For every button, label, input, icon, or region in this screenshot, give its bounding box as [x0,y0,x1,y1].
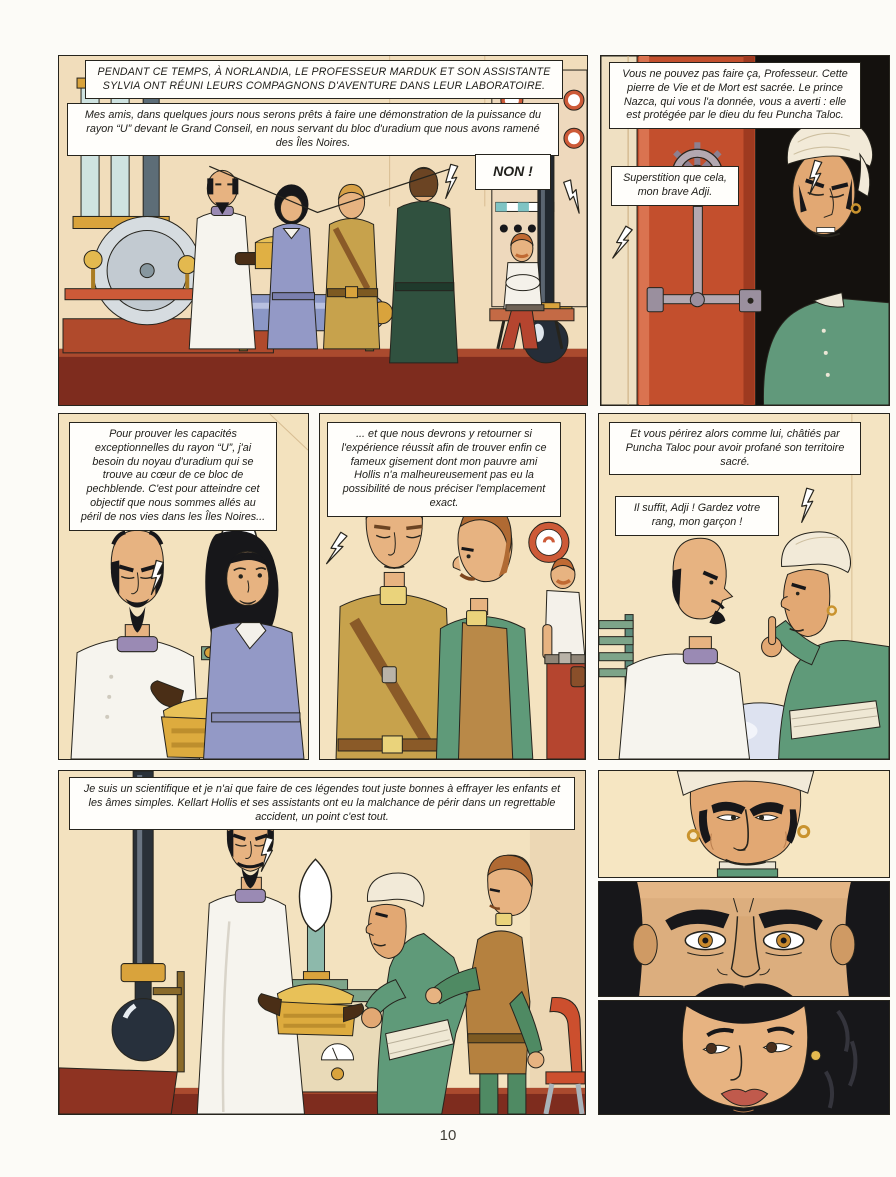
panel-marduk-sylvia [58,413,309,760]
closeup-marduk-art [599,882,889,996]
panel-adji-safe [600,55,890,406]
pointing-finger [769,617,776,645]
panel-confrontation [598,413,890,760]
speech-bubble: Et vous périrez alors comme lui, châtiés par Puncha Taloc pour avoir profané son territoire sacré. [609,422,861,475]
speech-bubble: Je suis un scientifique et je n'ai que faire de ces légendes tout juste bonnes à effrayer les enfants et les âmes simples. Kellart Hollis et ses assistants ont eu la malchance de périr dans un regrettable accident, un point c'est tout. [69,777,575,830]
speech-bubble: Pour prouver les capacités exceptionnelles du rayon “U”, j'ai besoin du noyau d'uradium qui se trouve au cœur de ce bloc de pechblende. C'est pour atteindre cet objectif que nous sommes allés au péril de nos vies dans les Îles Noires... [69,422,277,531]
panel-closeup-sylvia [598,1000,890,1115]
speech-bubble: ... et que nous devrons y retourner si l'expérience réussit afin de trouver enfin ce fameux gisement dont mon pauvre ami Hollis n'a malheureusement pas eu la possibilité de nous préciser l'emplacement exact. [327,422,561,517]
closeup-adji-art [599,771,889,877]
page-number: 10 [439,1127,457,1144]
panel-laboratory [58,55,588,406]
speech-bubble: Vous ne pouvez pas faire ça, Professeur. Cette pierre de Vie et de Mort est sacrée. Le prince Nazca, qui vous l'a donnée, vous a averti : elle est protégée par le dieu du feu Puncha Taloc. [609,62,861,129]
panel-restrained [58,770,586,1115]
panel-closeup-marduk [598,881,890,997]
speech-bubble: Il suffit, Adji ! Gardez votre rang, mon garçon ! [615,496,779,536]
panel-officers [319,413,586,760]
closeup-sylvia-art [599,1001,889,1114]
speech-bubble: Mes amis, dans quelques jours nous serons prêts à faire une démonstration de la puissance du rayon “U” devant le Grand Conseil, en nous servant du bloc d'uradium que nous avons ramené des Îles Noires. [67,103,559,156]
narration-caption: PENDANT CE TEMPS, À NORLANDIA, LE PROFESSEUR MARDUK ET SON ASSISTANTE SYLVIA ONT RÉUNI LEURS COMPAGNONS D'AVENTURE DANS LEUR LABORATOIRE. [85,60,563,99]
shout-bubble: NON ! [475,154,551,190]
speech-bubble: Superstition que cela, mon brave Adji. [611,166,739,206]
gold-earring [811,1050,821,1060]
panel-closeup-adji [598,770,890,878]
